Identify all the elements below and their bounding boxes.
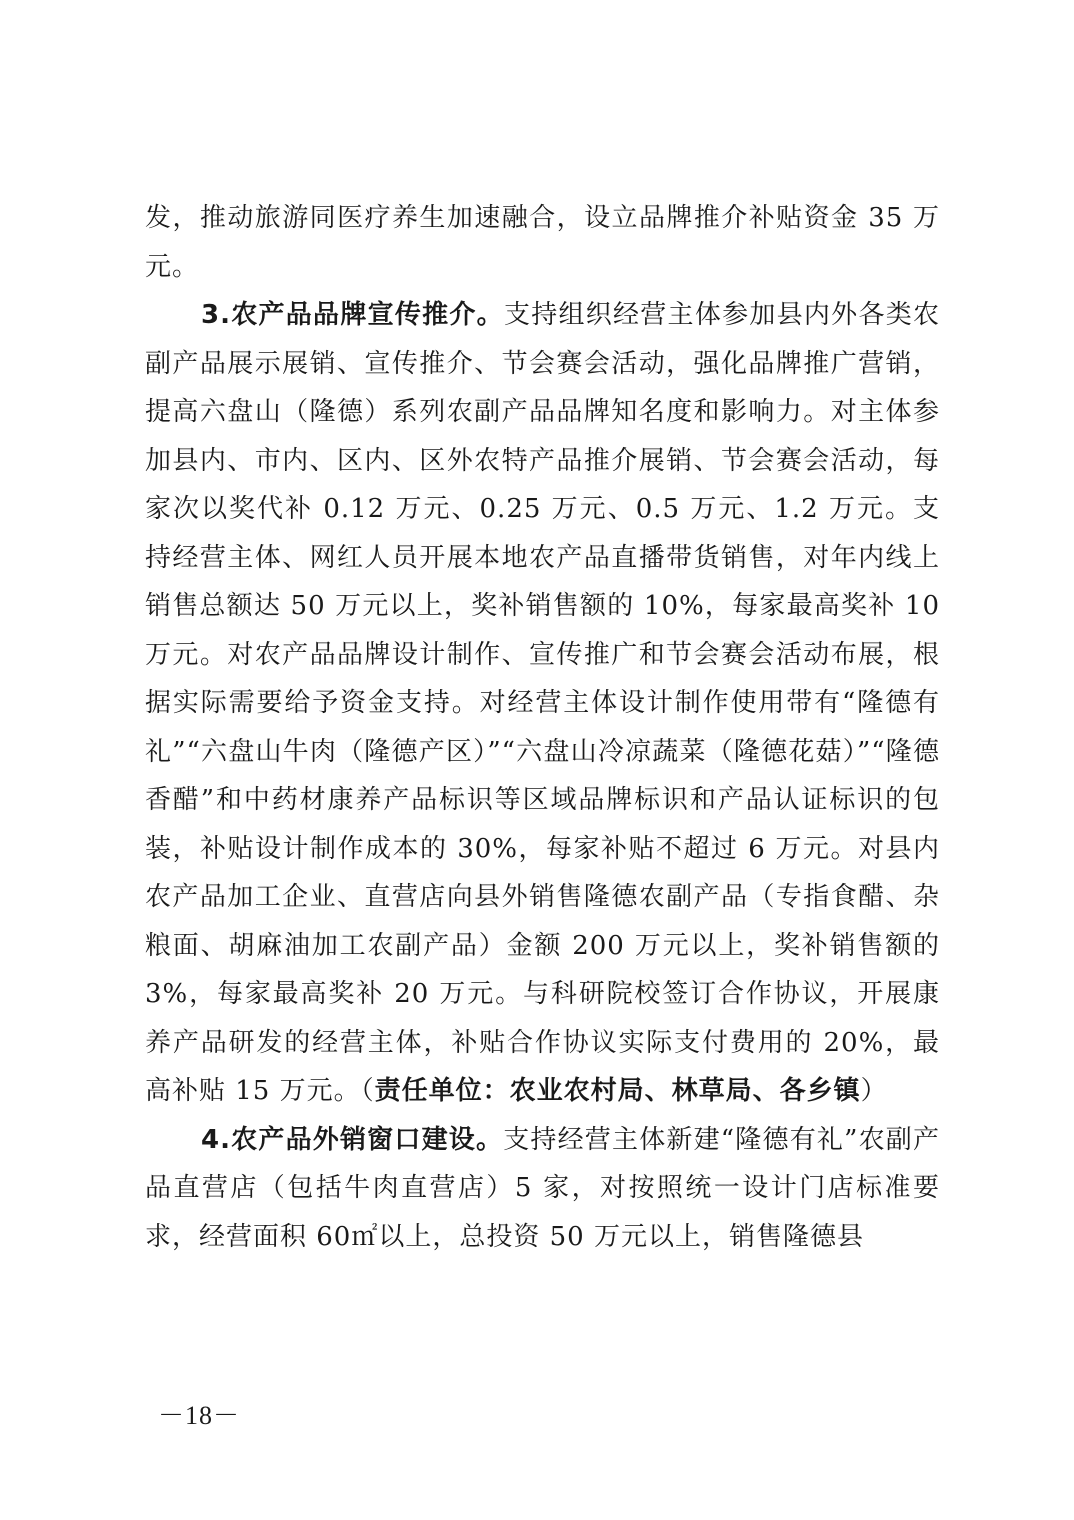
paragraph-text-after: 以上，总投资 50 万元以上，销售隆德县 [378,1221,864,1252]
paragraph-text: 支持组织经营主体参加县内外各类农副产品展示展销、宣传推介、节会赛会活动，强化品牌推广营销，提高六盘山（隆德）系列农副产品品牌知名度和影响力。对主体参加县内、市内、区内、区外农特产品推介展销、节会赛会活动，每家次以奖代补 0.12 万元、0.25 万元、0.5 万元、1.2 万元。支持经营主体、网红人员开展本地农产品直播带货销售，对年内线上销售总额达 50 万元以上，奖补销售额的 10%，每家最高奖补 10 万元。对农产品品牌设计制作、宣传推广和节会赛会活动布展，根据实际需要给予资金支持。对经营主体设计制作使用带有“隆德有礼”“六盘山牛肉（隆德产区）”“六盘山冷凉蔬菜（隆德花菇）”“隆德香醋”和中药材康养产品标识等区域品牌标识和产品认证标识的包装，补贴设计制作成本的 30%，每家补贴不超过 6 万元。对县内农产品加工企业、直营店向县外销售隆德农副产品（专指食醋、杂粮面、胡麻油加工农副产品）金额 200 万元以上，奖补销售额的 3%，每家最高奖补 20 万元。与科研院校签订合作协议，开展康养产品研发的经营主体，补贴合作协议实际支付费用的 20%，最高补贴 15 万元。（ [145,300,940,1106]
paragraph-sales-window [145,1116,940,1262]
paragraph-brand-promotion [145,291,940,1116]
section-heading-brand-promotion: 3.农产品品牌宣传推介。 [201,300,504,330]
document-body [145,194,940,1261]
section-heading-sales-window: 4.农产品外销窗口建设。 [201,1124,504,1155]
page-number: －18－ [158,1401,241,1430]
responsible-units: 责任单位：农业农村局、林草局、各乡镇 [374,1076,861,1106]
paragraph-text: 发，推动旅游同医疗养生加速融合，设立品牌推介补贴资金 35 万元。 [145,203,940,282]
closing-paren: ） [860,1076,888,1106]
paragraph-continuation [145,194,940,291]
paragraph-text: 支持经营主体新建“隆德有礼”农副产品直营店（包括牛肉直营店）5 家，对按照统一设计门店标准要求，经营面积 60㎡ [145,1124,940,1252]
